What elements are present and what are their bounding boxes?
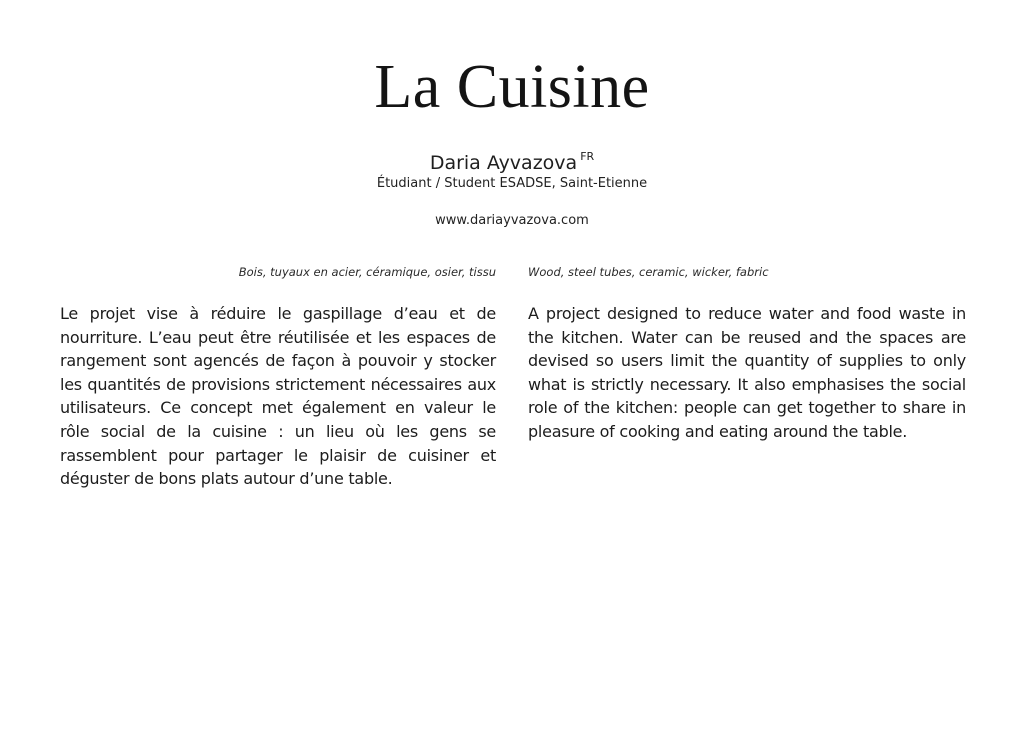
author-role: Étudiant / Student ESADSE, Saint-Etienne xyxy=(376,176,648,191)
author-name: Daria Ayvazova xyxy=(429,152,578,174)
author-website: www.dariayvazova.com xyxy=(435,213,589,228)
description-english: A project designed to reduce water and food waste in the kitchen. Water can be reused and the spaces are devised so users limit the quantity of supplies to only what is strictly necessary. It also emphasises the social role of the kitchen: people can get together to share in pleasure of cooking and eating around the table. xyxy=(528,304,966,441)
materials-french: Bois, tuyaux en acier, céramique, osier, tissu xyxy=(238,265,496,279)
author-line xyxy=(0,144,1024,176)
materials-english: Wood, steel tubes, ceramic, wicker, fabric xyxy=(528,265,769,279)
description-french: Le projet vise à réduire le gaspillage d’eau et de nourriture. L’eau peut être réutilisée et les espaces de rangement sont agencés de façon à pouvoir y stocker les quantités de provisions strictement nécessaires aux utilisateurs. Ce concept met également en valeur le rôle social de la cuisine : un lieu où les gens se rassemblent pour partager le plaisir de cuisiner et déguster de bons plats autour d’une table. xyxy=(60,304,496,489)
page-title: La Cuisine xyxy=(374,53,650,121)
language-tag: FR xyxy=(580,150,595,163)
